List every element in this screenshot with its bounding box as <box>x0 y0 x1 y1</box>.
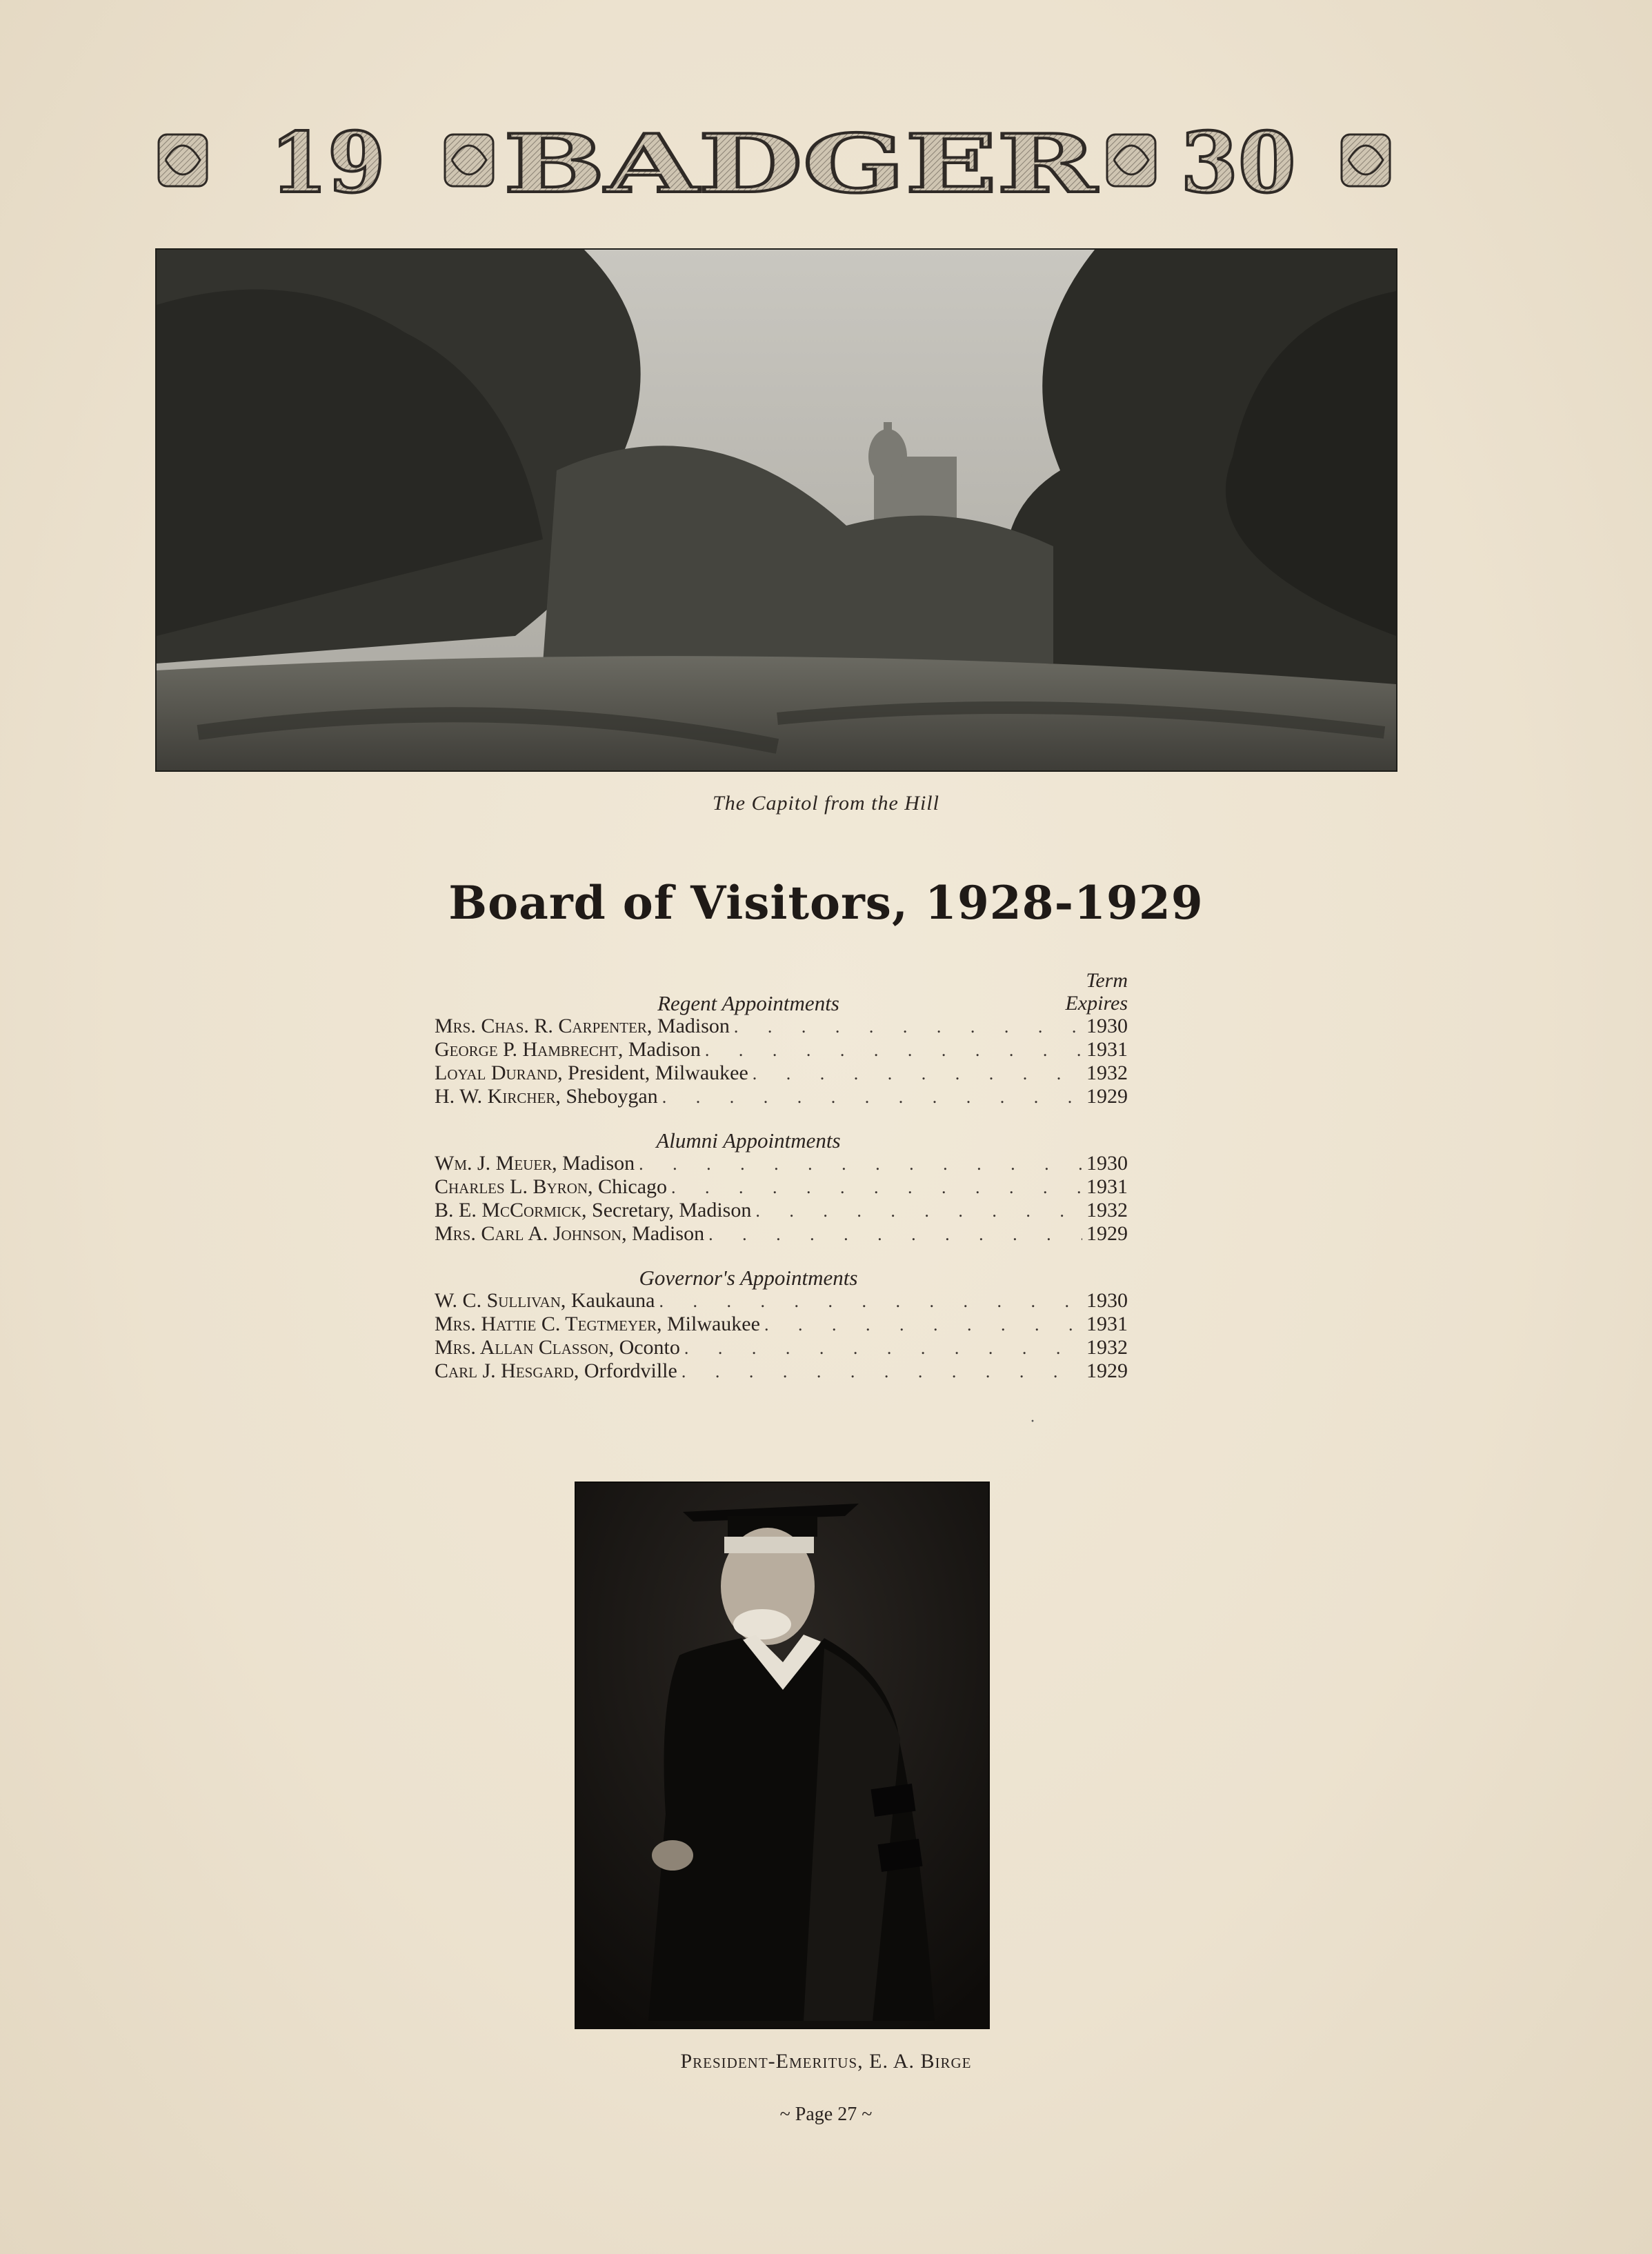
term-year: 1930 <box>1086 1015 1128 1037</box>
member-name: W. C. Sullivan <box>435 1289 561 1312</box>
member-name: Mrs. Hattie C. Tegtmeyer <box>435 1313 657 1335</box>
page-title: Board of Visitors, 1928-1929 <box>448 876 1204 930</box>
page-number: ~ Page 27 ~ <box>779 2104 873 2125</box>
masthead-year-end: 30 <box>1180 117 1296 203</box>
term-header-line1: Term <box>1086 969 1128 992</box>
list-item <box>435 1289 1128 1313</box>
stray-mark: · <box>1030 1413 1035 1430</box>
member-name: Charles L. Byron <box>435 1175 588 1198</box>
term-year: 1929 <box>1086 1085 1128 1108</box>
term-year: 1929 <box>1086 1359 1128 1382</box>
term-year: 1929 <box>1086 1222 1128 1245</box>
birge-photo-caption: President-Emeritus, E. A. Birge <box>680 2050 972 2073</box>
section-alumni <box>435 1129 1128 1246</box>
ornament-mid1-icon <box>445 134 493 186</box>
member-detail: , Madison <box>646 1015 730 1037</box>
member-detail: , Milwaukee <box>656 1313 760 1335</box>
masthead-year-start: 19 <box>270 117 386 203</box>
ornament-left-icon <box>159 134 207 186</box>
term-year: 1931 <box>1086 1313 1128 1335</box>
list-item <box>435 1152 1128 1175</box>
member-name: Mrs. Allan Classon <box>435 1336 609 1359</box>
masthead-title: BADGER <box>504 117 1099 203</box>
term-year: 1931 <box>1086 1175 1128 1198</box>
member-detail: , Madison <box>617 1038 701 1061</box>
member-detail: , Madison <box>552 1152 635 1175</box>
member-detail: , Kaukauna <box>560 1289 655 1312</box>
list-item <box>435 1359 1128 1383</box>
member-name: Wm. J. Meuer <box>435 1152 553 1175</box>
member-name: B. E. McCormick <box>435 1199 582 1221</box>
member-detail: , Sheboygan <box>555 1085 658 1108</box>
member-detail: , Chicago <box>588 1175 668 1198</box>
list-item <box>435 1015 1128 1038</box>
ornament-mid2-icon <box>1107 134 1155 186</box>
section-heading: Regent Appointments <box>657 991 839 1015</box>
capitol-photo-caption: The Capitol from the Hill <box>713 792 939 815</box>
list-item <box>435 1038 1128 1061</box>
member-name: Carl J. Hesgard <box>435 1359 574 1382</box>
member-name: Mrs. Carl A. Johnson <box>435 1222 622 1245</box>
section-heading: Governor's Appointments <box>639 1266 858 1290</box>
term-header-line2: Expires <box>1065 992 1128 1015</box>
member-name: Loyal Durand <box>435 1061 558 1084</box>
birge-portrait-photo <box>575 1482 990 2029</box>
term-year: 1931 <box>1086 1038 1128 1061</box>
capitol-photo <box>155 248 1397 772</box>
term-year: 1930 <box>1086 1289 1128 1312</box>
list-item <box>435 1175 1128 1199</box>
list-item <box>435 1061 1128 1085</box>
member-detail: , Oconto <box>608 1336 680 1359</box>
list-item <box>435 1222 1128 1246</box>
list-item <box>435 1313 1128 1336</box>
member-name: Mrs. Chas. R. Carpenter <box>435 1015 647 1037</box>
list-item <box>435 1336 1128 1359</box>
list-item <box>435 1085 1128 1108</box>
section-heading: Alumni Appointments <box>656 1128 841 1153</box>
section-regent <box>435 992 1128 1108</box>
ornament-right-icon <box>1342 134 1390 186</box>
member-name: H. W. Kircher <box>435 1085 556 1108</box>
member-detail: , Orfordville <box>573 1359 677 1382</box>
section-governor <box>435 1266 1128 1383</box>
term-year: 1930 <box>1086 1152 1128 1175</box>
term-year: 1932 <box>1086 1336 1128 1359</box>
term-year: 1932 <box>1086 1199 1128 1221</box>
list-item <box>435 1199 1128 1222</box>
masthead-banner <box>155 117 1393 203</box>
member-detail: , President, Milwaukee <box>557 1061 748 1084</box>
member-detail: , Madison <box>621 1222 705 1245</box>
member-detail: , Secretary, Madison <box>581 1199 752 1221</box>
board-table <box>435 969 1128 1404</box>
term-year: 1932 <box>1086 1061 1128 1084</box>
member-name: George P. Hambrecht <box>435 1038 618 1061</box>
